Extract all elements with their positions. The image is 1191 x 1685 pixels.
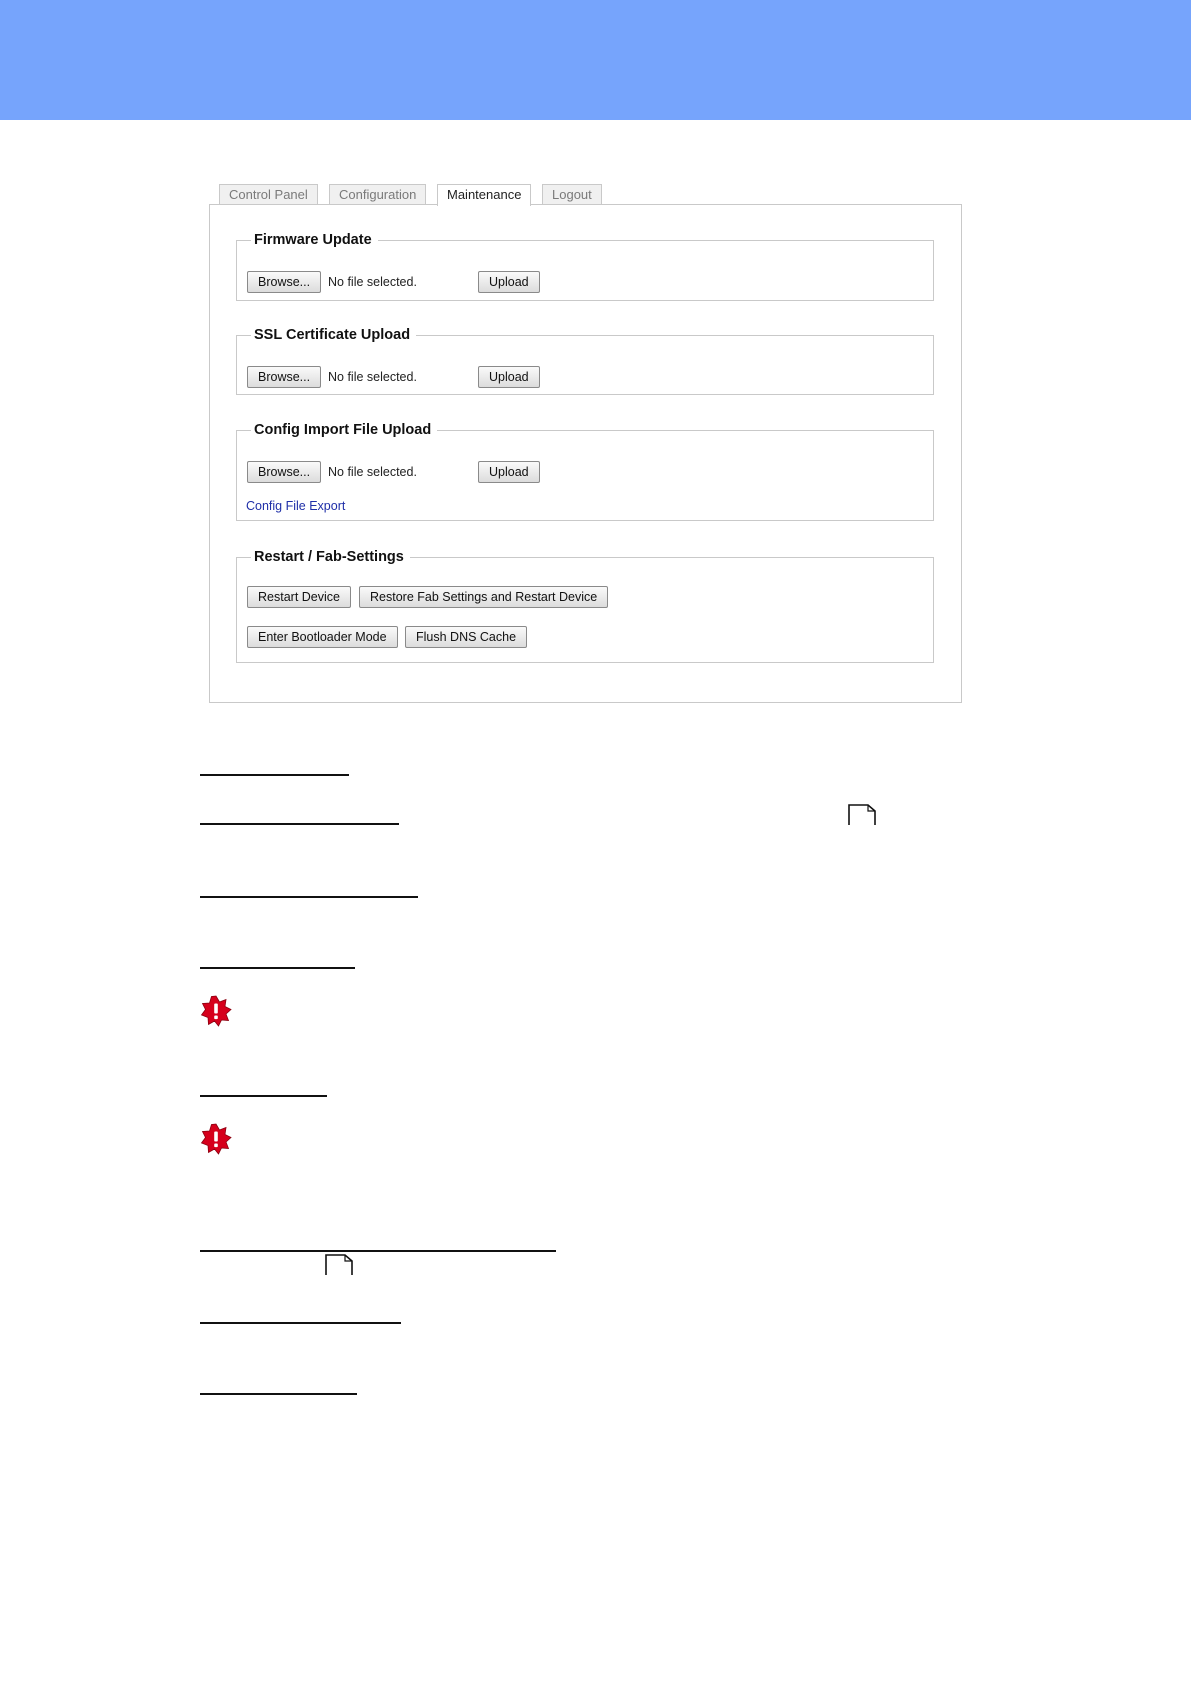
firmware-upload-button[interactable]: Upload	[478, 271, 540, 293]
tab-maintenance[interactable]: Maintenance	[437, 184, 531, 206]
underline-5	[200, 1095, 327, 1097]
warning-burst-icon	[200, 995, 232, 1027]
tab-configuration[interactable]: Configuration	[329, 184, 426, 204]
enter-bootloader-button[interactable]: Enter Bootloader Mode	[247, 626, 398, 648]
underline-1	[200, 774, 349, 776]
tab-logout[interactable]: Logout	[542, 184, 602, 204]
underline-8	[200, 1393, 357, 1395]
firmware-file-status: No file selected.	[328, 275, 417, 289]
ssl-file-status: No file selected.	[328, 370, 417, 384]
flush-dns-cache-button[interactable]: Flush DNS Cache	[405, 626, 527, 648]
firmware-update-title: Firmware Update	[254, 232, 372, 248]
underline-7	[200, 1322, 401, 1324]
config-file-status: No file selected.	[328, 465, 417, 479]
header-band	[0, 0, 1191, 120]
ssl-upload-button[interactable]: Upload	[478, 366, 540, 388]
underline-2	[200, 823, 399, 825]
tab-control-panel[interactable]: Control Panel	[219, 184, 318, 204]
maintenance-panel	[209, 204, 962, 703]
ssl-browse-button[interactable]: Browse...	[247, 366, 321, 388]
page-corner-icon	[325, 1254, 353, 1276]
ssl-certificate-title: SSL Certificate Upload	[254, 327, 411, 343]
underline-6	[200, 1250, 556, 1252]
config-browse-button[interactable]: Browse...	[247, 461, 321, 483]
config-upload-button[interactable]: Upload	[478, 461, 540, 483]
firmware-browse-button[interactable]: Browse...	[247, 271, 321, 293]
underline-3	[200, 896, 418, 898]
config-file-export-link[interactable]: Config File Export	[246, 499, 346, 513]
warning-burst-icon	[200, 1123, 232, 1155]
config-import-title: Config Import File Upload	[254, 422, 432, 438]
restore-fab-settings-button[interactable]: Restore Fab Settings and Restart Device	[359, 586, 608, 608]
restart-fab-settings-title: Restart / Fab-Settings	[254, 549, 404, 565]
restart-device-button[interactable]: Restart Device	[247, 586, 351, 608]
underline-4	[200, 967, 355, 969]
page-corner-icon	[848, 804, 876, 826]
